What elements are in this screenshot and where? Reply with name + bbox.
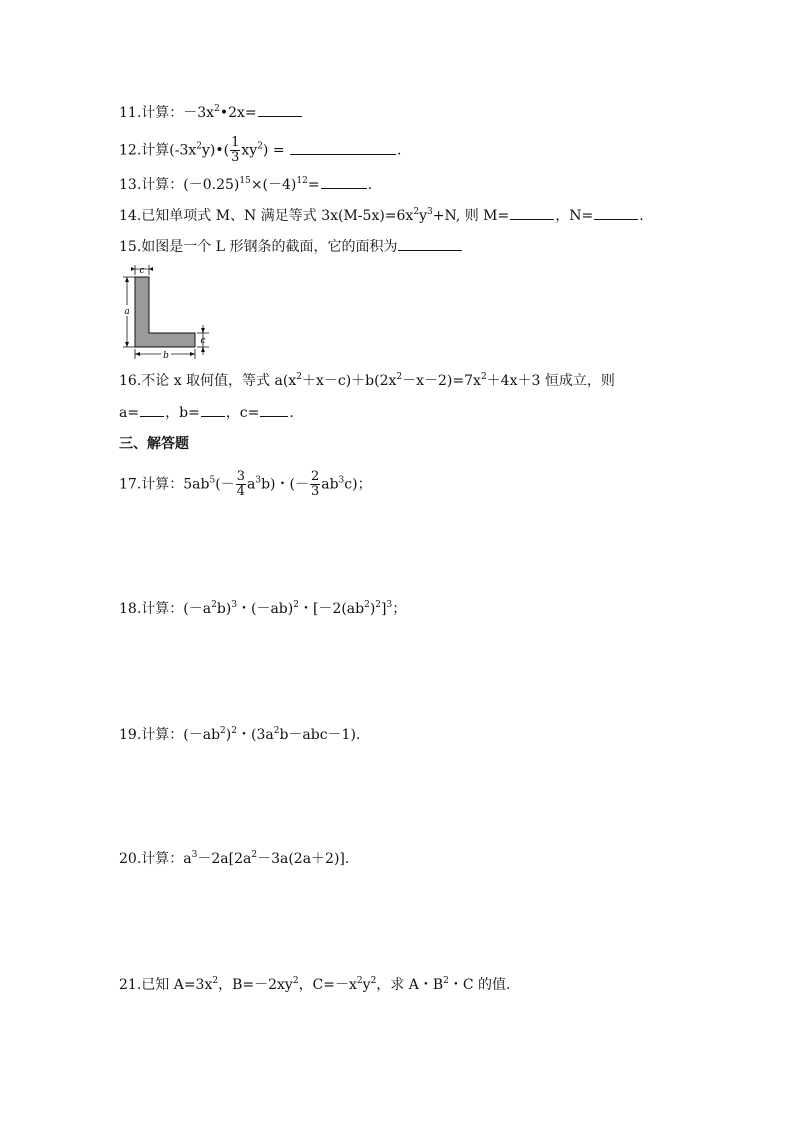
exponent: 2 bbox=[220, 726, 226, 736]
question-text: ，C=－x bbox=[298, 977, 357, 993]
question-text: ，b= bbox=[165, 405, 200, 421]
question-number: 11. bbox=[119, 105, 142, 121]
question-16 bbox=[119, 371, 615, 391]
question-text: b)・(－ bbox=[261, 476, 309, 493]
question-18 bbox=[119, 599, 406, 619]
answer-blank-c[interactable] bbox=[260, 402, 288, 417]
answer-blank[interactable] bbox=[321, 174, 367, 189]
period: . bbox=[289, 405, 294, 421]
answer-blank-m[interactable] bbox=[510, 205, 554, 220]
exponent: 5 bbox=[209, 475, 216, 486]
question-text: －2a[2a bbox=[197, 851, 252, 867]
question-text: ) = bbox=[262, 142, 285, 159]
exponent: 3 bbox=[191, 850, 198, 860]
question-13 bbox=[119, 174, 372, 195]
exponent: 3 bbox=[338, 475, 345, 486]
exponent: 2 bbox=[364, 600, 370, 610]
question-text: 不论 x 取何值，等式 a(x bbox=[141, 373, 297, 389]
question-text: ，求 A・B bbox=[376, 977, 444, 993]
denominator: 4 bbox=[236, 484, 245, 499]
question-number: 15. bbox=[119, 239, 142, 255]
section-heading: 三、解答题 bbox=[119, 436, 189, 452]
question-text: ) bbox=[225, 727, 232, 743]
question-number: 20. bbox=[119, 851, 142, 867]
exponent: 2 bbox=[296, 372, 302, 382]
question-text: －x－2)=7x bbox=[402, 373, 481, 389]
answer-blank[interactable] bbox=[398, 236, 462, 251]
exponent: 2 bbox=[480, 372, 487, 382]
question-number: 21. bbox=[119, 977, 142, 993]
question-19 bbox=[119, 725, 360, 745]
question-text: ，N= bbox=[555, 208, 594, 224]
question-text: 计算：(－a bbox=[141, 601, 212, 617]
numerator: 1 bbox=[231, 135, 240, 150]
question-text: 计算：5ab bbox=[141, 476, 210, 493]
l-shape-figure bbox=[117, 263, 213, 363]
question-text: = bbox=[307, 177, 320, 193]
exponent: 15 bbox=[239, 176, 251, 186]
exponent: 2 bbox=[251, 850, 258, 860]
exponent: 2 bbox=[443, 976, 449, 986]
period: . bbox=[397, 142, 402, 159]
question-text: ・(3a bbox=[236, 727, 274, 743]
exponent: 2 bbox=[211, 600, 217, 610]
question-text: c)； bbox=[344, 476, 372, 493]
question-17 bbox=[119, 470, 372, 499]
question-text: •2x= bbox=[219, 105, 257, 121]
numerator: 2 bbox=[310, 469, 320, 484]
question-12 bbox=[119, 136, 401, 165]
question-text: ； bbox=[392, 601, 407, 617]
question-text: ) bbox=[369, 601, 376, 617]
l-shape bbox=[135, 277, 195, 347]
answer-blank-n[interactable] bbox=[594, 205, 638, 220]
answer-blank-a[interactable] bbox=[140, 402, 164, 417]
answer-blank-b[interactable] bbox=[201, 402, 225, 417]
fraction bbox=[310, 470, 320, 499]
exponent: 2 bbox=[375, 600, 382, 610]
exponent: 2 bbox=[257, 141, 263, 152]
question-text: ＋4x＋3 恒成立，则 bbox=[486, 373, 615, 389]
question-text: ，B=－2xy bbox=[218, 977, 293, 993]
question-number: 19. bbox=[119, 727, 142, 743]
exponent: 2 bbox=[356, 976, 363, 986]
question-text: ・C 的值. bbox=[448, 977, 511, 993]
question-text: 计算：(－ab bbox=[141, 727, 221, 743]
question-text: 已知单项式 M、N 满足等式 3x(M-5x)=6x bbox=[141, 208, 414, 224]
fraction bbox=[230, 136, 240, 165]
exponent: 2 bbox=[214, 104, 220, 114]
question-text: 计算(-3x bbox=[141, 142, 197, 159]
question-text: y)•( bbox=[202, 142, 230, 159]
question-text: ] bbox=[381, 601, 387, 617]
question-20 bbox=[119, 849, 349, 869]
answer-blank[interactable] bbox=[258, 102, 302, 117]
period: . bbox=[639, 208, 644, 224]
label-b: b bbox=[163, 351, 169, 361]
question-number: 13. bbox=[119, 177, 142, 193]
question-text: +N, 则 M= bbox=[432, 208, 510, 224]
exponent: 2 bbox=[212, 976, 219, 986]
question-text: ・[－2(ab bbox=[298, 601, 365, 617]
question-number: 12. bbox=[119, 142, 142, 159]
question-text: ×(－4) bbox=[250, 177, 297, 193]
question-15 bbox=[119, 236, 463, 257]
denominator: 3 bbox=[310, 484, 320, 499]
exponent: 2 bbox=[413, 207, 420, 217]
exponent: 2 bbox=[231, 726, 237, 736]
question-21 bbox=[119, 975, 511, 995]
question-text: 如图是一个 L 形钢条的截面，它的面积为 bbox=[141, 239, 398, 255]
question-text: a bbox=[246, 476, 256, 493]
question-text: y bbox=[362, 977, 371, 993]
exponent: 3 bbox=[255, 475, 262, 486]
answer-blank[interactable] bbox=[290, 140, 396, 155]
label-c-right: c bbox=[200, 336, 206, 346]
question-text: b) bbox=[216, 601, 232, 617]
period: . bbox=[367, 177, 373, 193]
denominator: 3 bbox=[231, 150, 240, 165]
exponent: 2 bbox=[396, 372, 403, 382]
exponent: 2 bbox=[196, 141, 202, 152]
question-text: b－abc－1). bbox=[279, 727, 361, 743]
question-text: 已知 A=3x bbox=[141, 977, 213, 993]
exponent: 2 bbox=[293, 600, 299, 610]
question-11 bbox=[119, 102, 303, 123]
question-text: ＋x－c)＋b(2x bbox=[301, 373, 397, 389]
exponent: 3 bbox=[231, 600, 237, 610]
question-text: ab bbox=[321, 476, 339, 493]
question-number: 14. bbox=[119, 208, 142, 224]
question-text: xy bbox=[241, 142, 258, 159]
label-c-top: c bbox=[139, 266, 145, 276]
question-14 bbox=[119, 205, 644, 226]
question-text: －3a(2a＋2)]. bbox=[257, 851, 350, 867]
question-16-line-2 bbox=[119, 402, 294, 423]
question-text: y bbox=[419, 208, 427, 224]
exponent: 12 bbox=[296, 176, 308, 186]
question-text: a= bbox=[119, 405, 140, 421]
exponent: 3 bbox=[427, 207, 433, 217]
exponent: 2 bbox=[370, 976, 377, 986]
question-text: (－ bbox=[215, 476, 235, 493]
question-text: 计算：－3x bbox=[141, 105, 215, 121]
fraction bbox=[236, 470, 246, 499]
numerator: 3 bbox=[236, 469, 245, 484]
label-a: a bbox=[124, 307, 130, 317]
question-text: 计算：(－0.25) bbox=[141, 177, 240, 193]
question-text: ，c= bbox=[225, 405, 260, 421]
question-text: 计算：a bbox=[141, 851, 192, 867]
exponent: 2 bbox=[273, 726, 280, 736]
question-number: 16. bbox=[119, 373, 142, 389]
question-number: 18. bbox=[119, 601, 142, 617]
exponent: 2 bbox=[292, 976, 299, 986]
question-text: ・(－ab) bbox=[236, 601, 294, 617]
exponent: 3 bbox=[386, 600, 393, 610]
question-number: 17. bbox=[119, 476, 142, 493]
